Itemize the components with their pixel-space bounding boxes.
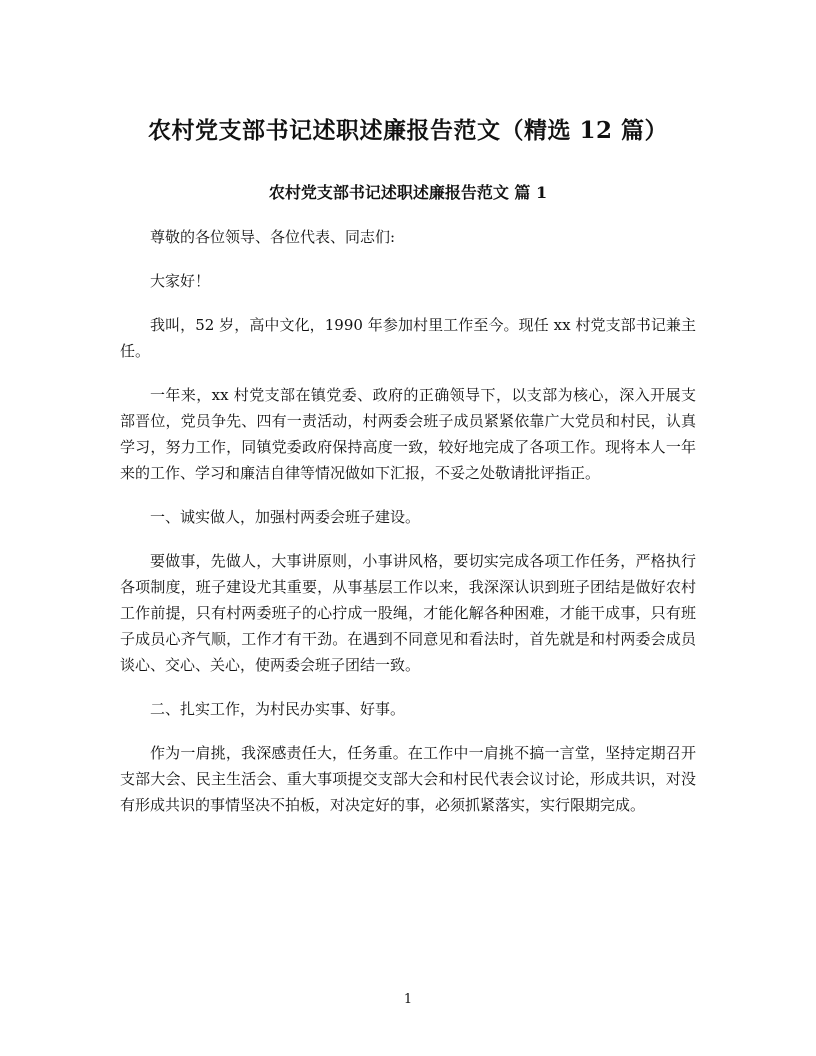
document-body — [120, 224, 696, 836]
introduction-paragraph: 我叫，52 岁，高中文化，1990 年参加村里工作至今。现任 xx 村党支部书记兼主任。 — [120, 316, 696, 360]
page-number: 1 — [403, 992, 413, 1007]
document-title: 农村党支部书记述职述廉报告范文（精选 12 篇） — [147, 117, 669, 144]
section-one-heading: 一、诚实做人，加强村两委会班子建设。 — [150, 508, 421, 526]
section-one-paragraph: 要做事，先做人，大事讲原则，小事讲风格，要切实完成各项工作任务，严格执行各项制度，班子建设尤其重要，从事基层工作以来，我深深认识到班子团结是做好农村工作前提，只有村两委班子的心拧成一股绳，才能化解各种困难，才能干成事，只有班子成员心齐气顺，工作才有干劲。在遇到不同意见和看法时，首先就是和村两委会成员谈心、交心、关心，使两委会班子团结一致。 — [120, 552, 696, 674]
overview-paragraph: 一年来，xx 村党支部在镇党委、政府的正确领导下，以支部为核心，深入开展支部晋位，党员争先、四有一责活动，村两委会班子成员紧紧依靠广大党员和村民，认真学习，努力工作，同镇党委政府保持高度一致，较好地完成了各项工作。现将本人一年来的工作、学习和廉洁自律等情况做如下汇报，不妥之处敬请批评指正。 — [120, 386, 696, 482]
greeting-paragraph: 大家好！ — [150, 272, 211, 290]
section-two-heading: 二、扎实工作，为村民办实事、好事。 — [150, 700, 406, 718]
section-two-paragraph: 作为一肩挑，我深感责任大，任务重。在工作中一肩挑不搞一言堂，坚持定期召开支部大会、民主生活会、重大事项提交支部大会和村民代表会议讨论，形成共识，对没有形成共识的事情坚决不拍板，对决定好的事，必须抓紧落实，实行限期完成。 — [120, 744, 696, 814]
salutation-paragraph: 尊敬的各位领导、各位代表、同志们: — [150, 228, 396, 246]
section-heading: 农村党支部书记述职述廉报告范文 篇 1 — [268, 183, 548, 202]
